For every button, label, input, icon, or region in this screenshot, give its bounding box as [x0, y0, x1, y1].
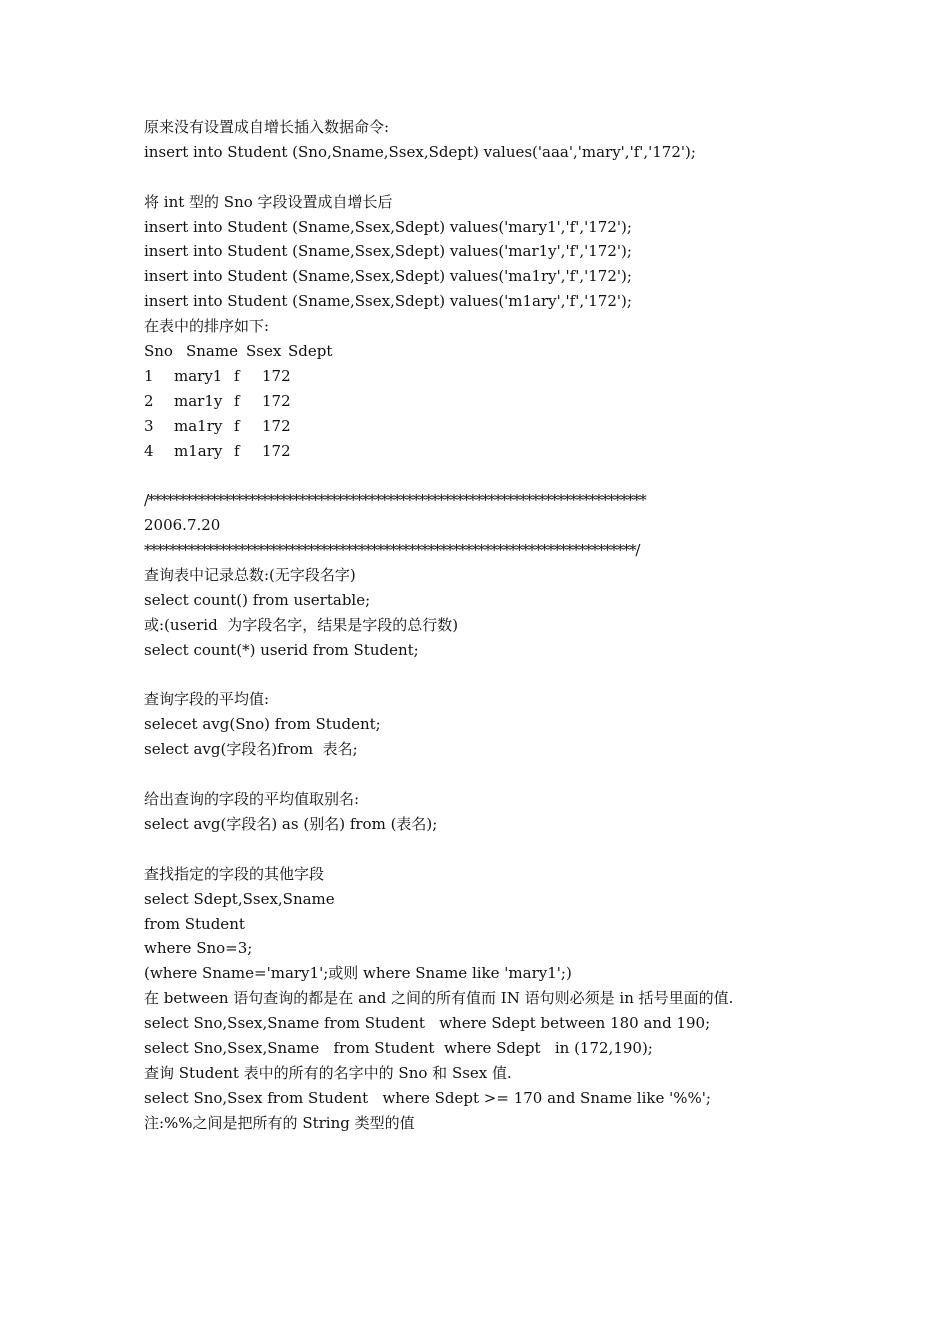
code-line: select count(*) userid from Student; [144, 640, 419, 659]
blank-line [144, 762, 784, 787]
document-body [144, 115, 784, 1136]
text-line: 查询字段的平均值: [144, 690, 270, 709]
code-line: insert into Student (Sname,Ssex,Sdept) values('mary1','f','172'); [144, 217, 632, 236]
table-cell: mar1y [174, 391, 223, 410]
code-line: select Sdept,Ssex,Sname [144, 889, 335, 908]
table-cell: 172 [262, 441, 291, 460]
table-header-cell: Sdept [288, 342, 333, 361]
comment-date: 2006.7.20 [144, 516, 221, 535]
comment-divider-bottom: ******************************************************************************/ [144, 541, 640, 560]
text-line: 在 between 语句查询的都是在 and 之间的所有值而 IN 语句则必须是 in 括号里面的值. [144, 989, 734, 1008]
code-line: select Sno,Ssex from Student where Sdept >= 170 and Sname like '%%'; [144, 1088, 711, 1107]
table-header-cell: Ssex [246, 342, 282, 361]
text-line: 将 int 型的 Sno 字段设置成自增长后 [144, 192, 393, 211]
table-header-row [144, 339, 784, 364]
text-line: 查找指定的字段的其他字段 [144, 864, 325, 883]
table-row [144, 364, 784, 389]
table-cell: mary1 [174, 366, 223, 385]
table-row [144, 414, 784, 439]
table-cell: 4 [144, 441, 154, 460]
text-line: 注:%%之间是把所有的 String 类型的值 [144, 1113, 415, 1132]
comment-divider-top: /******************************************************************************* [144, 491, 646, 510]
code-line: insert into Student (Sno,Sname,Ssex,Sdept) values('aaa','mary','f','172'); [144, 142, 696, 161]
code-line: insert into Student (Sname,Ssex,Sdept) values('ma1ry','f','172'); [144, 267, 632, 286]
text-line: 原来没有设置成自增长插入数据命令: [144, 118, 390, 136]
blank-line [144, 663, 784, 688]
table-cell: 172 [262, 416, 291, 435]
blank-line [144, 837, 784, 862]
code-line: select count() from usertable; [144, 590, 371, 609]
text-line: 查询 Student 表中的所有的名字中的 Sno 和 Ssex 值. [144, 1063, 512, 1082]
table-cell: ma1ry [174, 416, 223, 435]
code-line: (where Sname='mary1';或则 where Sname like 'mary1';) [144, 964, 572, 983]
table-cell: f [234, 441, 240, 460]
table-cell: f [234, 391, 240, 410]
code-line: select Sno,Ssex,Sname from Student where Sdept in (172,190); [144, 1038, 653, 1057]
code-line: select avg(字段名) as (别名) from (表名); [144, 814, 438, 833]
table-header-cell: Sname [186, 342, 238, 361]
table-header-cell: Sno [144, 342, 173, 361]
code-line: from Student [144, 914, 245, 933]
code-line: insert into Student (Sname,Ssex,Sdept) values('m1ary','f','172'); [144, 292, 632, 311]
code-line: select Sno,Ssex,Sname from Student where Sdept between 180 and 190; [144, 1014, 711, 1033]
code-line: insert into Student (Sname,Ssex,Sdept) values('mar1y','f','172'); [144, 242, 632, 261]
table-cell: m1ary [174, 441, 223, 460]
text-line: 或:(userid 为字段名字，结果是字段的总行数) [144, 615, 459, 634]
table-cell: f [234, 416, 240, 435]
code-line: selecet avg(Sno) from Student; [144, 715, 381, 734]
table-row [144, 389, 784, 414]
blank-line [144, 463, 784, 488]
table-cell: 172 [262, 366, 291, 385]
text-line: 查询表中记录总数:(无字段名字) [144, 566, 356, 585]
code-line: where Sno=3; [144, 939, 253, 958]
text-line: 在表中的排序如下: [144, 317, 270, 336]
table-cell: 172 [262, 391, 291, 410]
table-cell: 3 [144, 416, 154, 435]
table-row [144, 439, 784, 464]
table-cell: f [234, 366, 240, 385]
code-line: select avg(字段名)from 表名; [144, 740, 358, 759]
text-line: 给出查询的字段的平均值取别名: [144, 790, 360, 809]
table-cell: 1 [144, 366, 154, 385]
blank-line [144, 165, 784, 190]
table-cell: 2 [144, 391, 154, 410]
